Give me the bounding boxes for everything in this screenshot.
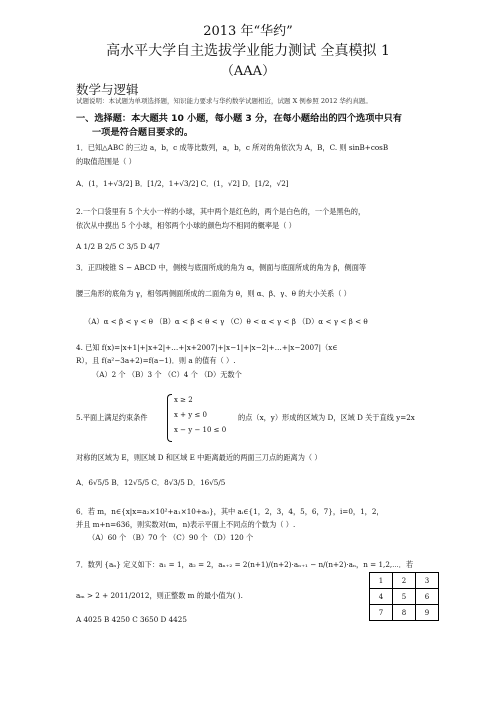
grid-cell: 2 (393, 573, 416, 589)
q4-stem-line2: R），且 f(a²−3a+2)=f(a−1)．则 a 的值有（ ）. (76, 356, 236, 365)
grid-cell: 5 (393, 589, 416, 605)
q3-options: （A）α < β < γ < θ （B）α < β < θ < γ （C）θ < α < γ < β （D）α < γ < β < θ (84, 317, 368, 326)
q2-stem-line2: 依次从中摸出 5 个小球，相邻两个小球的颜色均不相同的概率是（ ） (76, 221, 296, 230)
grid-cell: 1 (370, 573, 393, 589)
q2-options: A 1/2 B 2/5 C 3/5 D 4/7 (76, 242, 160, 251)
title-year: 2013 年“华约” (203, 24, 293, 39)
grid-cell: 6 (416, 589, 439, 605)
q5-constraint-3: x − y − 10 ≤ 0 (174, 426, 227, 434)
section-title: 数学与逻辑 (76, 82, 139, 97)
q6-stem-line1: 6．若 m，n∈{x|x=a₂×10²+a₁×10+a₀}，其中 aᵢ∈{1，2，3，4，5，6，7}，i=0，1，2， (76, 507, 384, 516)
part-heading-line1: 一、选择题：本大题共 10 小题，每小题 3 分，在每小题给出的四个选项中只有 (76, 113, 402, 124)
q5-stem-pre: 5.平面上满足约束条件 (76, 413, 148, 422)
grid-cell: 8 (393, 605, 416, 621)
q5-constraint-1: x ≥ 2 (174, 396, 193, 404)
q6-stem-line2: 并且 m+n=636，则实数对(m，n)表示平面上不同点的个数为（ ）. (76, 520, 296, 529)
title-main: 高水平大学自主选拔学业能力测试 全真模拟 1 (106, 43, 390, 59)
q3-stem-line1: 3．正四棱锥 S − ABCD 中，侧棱与底面所成的角为 α，侧面与底面所成的角为 β，侧面等 (76, 263, 367, 272)
q1-stem-line1: 1．已知△ABC 的三边 a，b，c 成等比数列，a，b，c 所对的角依次为 A，B，C. 则 sinB+cosB (76, 143, 389, 152)
grid-cell: 7 (370, 605, 393, 621)
q5-stem-post: 的点（x，y）形成的区域为 D，区域 D 关于直线 y=2x (238, 413, 415, 422)
q5-brace (167, 394, 172, 442)
q5-constraint-2: x + y ≤ 0 (174, 411, 207, 419)
q7-stem-line1: 7．数列 {aₙ} 定义如下：a₁ = 1，a₂ = 2，aₙ₊₂ = 2(n+1)/(n+2)·aₙ₊₁ − n/(n+2)·aₙ，n = 1,2,⋯．若 (76, 560, 414, 569)
part-heading-line2: 一项是符合题目要求的。 (92, 127, 194, 138)
q3-stem-line2: 腰三角形的底角为 γ，相邻两侧面所成的二面角为 θ，则 α、β、γ、θ 的大小关系（ ） (76, 289, 351, 298)
grid-cell: 4 (370, 589, 393, 605)
q1-stem-line2: 的取值范围是（ ） (76, 157, 136, 166)
q7-stem-line2: aₘ > 2 + 2011/2012，则正整数 m 的最小值为( ). (76, 591, 243, 600)
q4-options: （A）2 个 （B）3 个 （C）4 个 （D）无数个 (92, 370, 242, 379)
q5-stem-line2: 对称的区域为 E，则区域 D 和区域 E 中距离最近的两面三刀点的距离为（ ） (76, 453, 322, 462)
q4-stem-line1: 4. 已知 f(x)=|x+1|+|x+2|+…+|x+2007|+|x−1|+|x−2|+…+|x−2007|（x∈ (76, 343, 338, 352)
q7-options: A 4025 B 4250 C 3650 D 4425 (76, 615, 187, 624)
grid-cell: 3 (416, 573, 439, 589)
instructions-note: 试题说明：本试题为单项选择题，知识能力要求与华约数学试题相近，试题 X 例参照 2012 华约真题。 (76, 97, 372, 105)
q1-options: A．(1，1+√3/2] B．[1/2，1+√3/2] C．(1，√2] D．[1/2，√2] (76, 179, 289, 188)
title-sub: （AAA） (220, 64, 276, 79)
q5-options: A．6√5/5 B．12√5/5 C．8√3/5 D．16√5/5 (76, 478, 226, 487)
q6-options: （A）60 个 （B）70 个 （C）90 个 （D）120 个 (88, 533, 254, 542)
grid-cell: 9 (416, 605, 439, 621)
number-grid (369, 572, 439, 621)
q2-stem-line1: 2.一个口袋里有 5 个大小一样的小球，其中两个是红色的，两个是白色的，一个是黑色的， (76, 207, 366, 216)
